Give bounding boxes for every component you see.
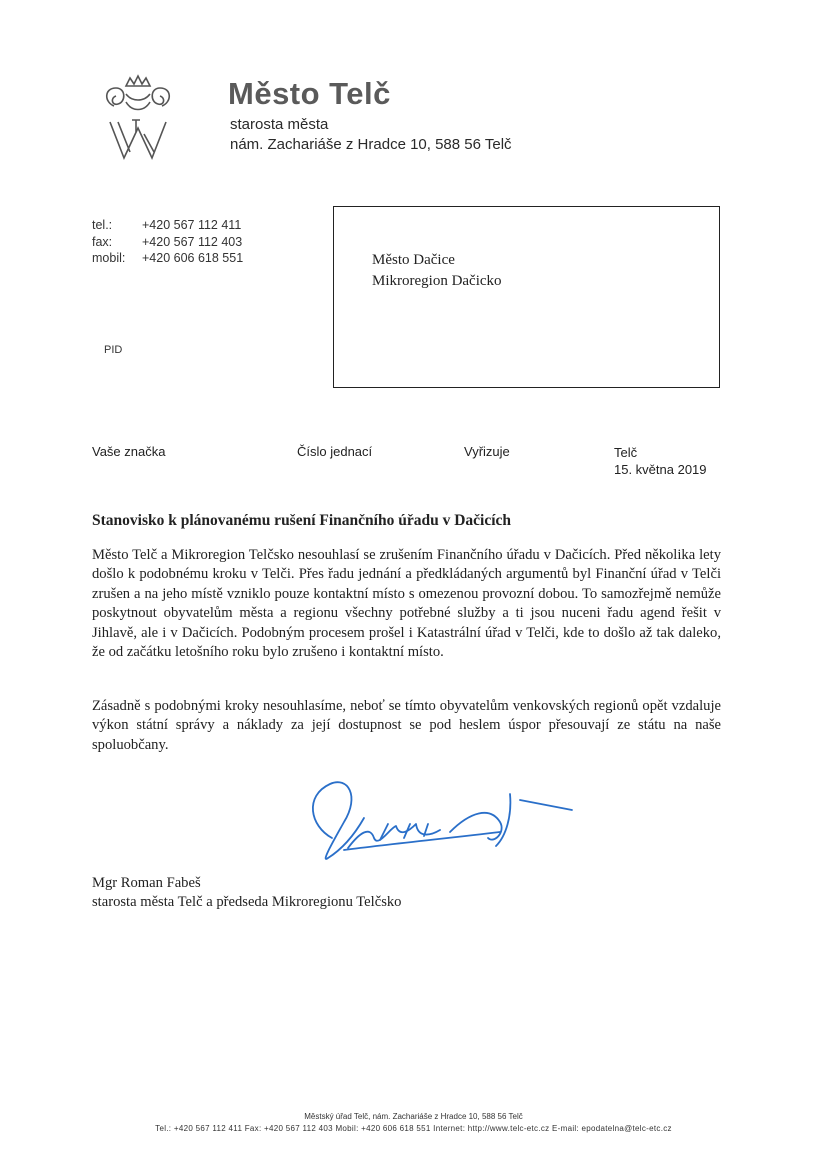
recipient-address	[372, 250, 502, 292]
contact-row-mobil	[92, 251, 243, 268]
contact-label: tel.:	[92, 218, 113, 232]
ref-reference-number: Číslo jednací	[297, 444, 373, 459]
ref-place: Telč	[614, 445, 638, 460]
letterhead-address: nám. Zachariáše z Hradce 10, 588 56 Telč	[230, 136, 512, 153]
letterhead-subtitle: starosta města	[230, 116, 329, 133]
recipient-line-2: Mikroregion Dačicko	[372, 273, 502, 289]
recipient-address-box	[333, 206, 720, 388]
letterhead-title: Město Telč	[228, 76, 391, 111]
contact-row-tel	[92, 218, 243, 235]
footer-contacts: Tel.: +420 567 112 411 Fax: +420 567 112 403 Mobil: +420 606 618 551 Internet: http://www.telc-etc.cz E-mail: epodatelna@telc-etc.cz	[155, 1124, 672, 1133]
contact-value: +420 567 112 411	[142, 218, 242, 232]
ref-date: 15. května 2019	[614, 462, 707, 477]
ref-place-date	[614, 444, 707, 478]
footer-address: Městský úřad Telč, nám. Zachariáše z Hradce 10, 588 56 Telč	[304, 1112, 523, 1121]
body-paragraph-1: Město Telč a Mikroregion Telčsko nesouhlasí se zrušením Finančního úřadu v Dačicích. Před několika lety došlo k podobnému kroku v Telči. Přes řadu jednání a předkládaných argumentů byl Finanční úřad v Telči zrušen a na jeho místě vzniklo pouze kontaktní místo s omezenou provozní dobou. To samozřejmě nemůže poskytnout obyvatelům města a regionu všechny potřebné služby a ti jsou nuceni řadu agend řešit v Jihlavě, ale i v Dačicích. Podobným procesem prošel i Katastrální úřad v Telči, kde to došlo až tak daleko, že od začátku letošního roku bylo zrušeno i kontaktní místo.	[92, 547, 721, 661]
pid-label: PID	[104, 344, 123, 356]
ref-your-mark: Vaše značka	[92, 444, 166, 459]
signer-name: Mgr Roman Fabeš	[92, 875, 201, 891]
contact-value: +420 567 112 403	[142, 234, 243, 249]
signer-role: starosta města Telč a předseda Mikroregionu Telčsko	[92, 894, 402, 910]
handwritten-signature	[300, 766, 580, 876]
letter-subject: Stanovisko k plánovanému rušení Finančního úřadu v Dačicích	[92, 512, 512, 529]
recipient-line-1: Město Dačice	[372, 252, 455, 268]
contact-label: fax:	[92, 234, 113, 249]
ref-handled-by: Vyřizuje	[464, 444, 510, 459]
contact-row-fax	[92, 235, 243, 252]
city-emblem-logo	[96, 72, 180, 164]
body-paragraph-2: Zásadně s podobnými kroky nesouhlasíme, neboť se tímto obyvatelům venkovských regionů opět vzdaluje výkon státní správy a náklady za její dostupnost se pod heslem úspor přesouvají ze státu na naše spoluobčany.	[92, 698, 721, 753]
signer-block	[92, 874, 401, 912]
contact-block	[92, 218, 243, 268]
contact-value: +420 606 618 551	[142, 251, 244, 265]
contact-label: mobil:	[92, 251, 126, 265]
